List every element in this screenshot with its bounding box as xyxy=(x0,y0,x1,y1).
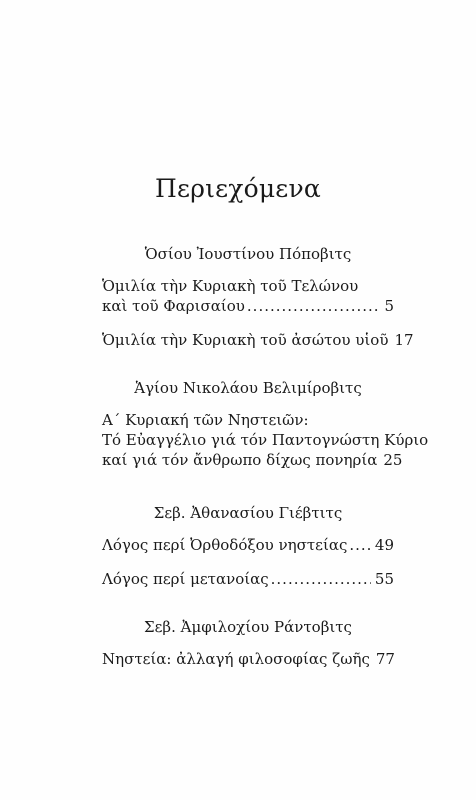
entry-last-line xyxy=(102,450,403,470)
section-author: Σεβ. Ἀμφιλοχίου Ράντοβιτς xyxy=(144,618,352,636)
page-number: 49 xyxy=(374,536,394,554)
section-author: Σεβ. Ἀθανασίου Γιέβτιτς xyxy=(153,504,343,522)
entry-title-line: Α΄ Κυριακή τῶν Νηστειῶν: xyxy=(102,411,309,429)
entry-title-line: Λόγος περί Ὀρθοδόξου νηστείας xyxy=(102,536,348,554)
toc-section xyxy=(102,503,394,603)
dot-leader xyxy=(271,569,371,589)
toc-entry xyxy=(102,410,429,470)
section-author: Ὁσίου Ἰουστίνου Πόποβιτς xyxy=(144,245,352,263)
section-author: Ἁγίου Νικολάου Βελιμίροβιτς xyxy=(134,379,362,397)
entry-title-line: Ὁμιλία τὴν Κυριακὴ τοῦ Τελώνου xyxy=(102,277,359,295)
entry-last-line xyxy=(102,330,414,350)
toc-section xyxy=(102,244,414,364)
dot-leader xyxy=(247,296,381,316)
toc-entry xyxy=(102,276,394,316)
dot-leader xyxy=(349,535,371,555)
entry-title-line: Λόγος περί μετανοίας xyxy=(102,570,269,588)
entry-last-line xyxy=(102,296,394,316)
entry-title-line: καὶ τοῦ Φαρισαίου xyxy=(102,297,245,315)
entry-last-line xyxy=(102,649,394,669)
toc-section xyxy=(102,378,429,484)
toc-entry xyxy=(102,569,394,589)
entry-last-line xyxy=(102,535,394,555)
toc-entry xyxy=(102,649,394,669)
entry-title-line: Νηστεία: ἀλλαγή φιλοσοφίας ζωῆς xyxy=(102,650,370,668)
page-number: 5 xyxy=(384,297,394,315)
page-number: 55 xyxy=(374,570,394,588)
page-number: 25 xyxy=(383,451,403,469)
toc-entry xyxy=(102,535,394,555)
entry-title-line: Ὁμιλία τὴν Κυριακὴ τοῦ ἀσώτου υἱοῦ xyxy=(102,331,389,349)
entry-last-line xyxy=(102,569,394,589)
page-number: 77 xyxy=(375,650,395,668)
page-number: 17 xyxy=(394,331,414,349)
entry-title-line: Τό Εὐαγγέλιο γιά τόν Παντογνώστη Κύριο xyxy=(102,431,429,449)
page-title: Περιεχόμενα xyxy=(155,174,321,203)
toc-section xyxy=(102,617,394,683)
toc-entry xyxy=(102,330,414,350)
entry-title-line: καί γιά τόν ἄνθρωπο δίχως πονηρία xyxy=(102,451,378,469)
